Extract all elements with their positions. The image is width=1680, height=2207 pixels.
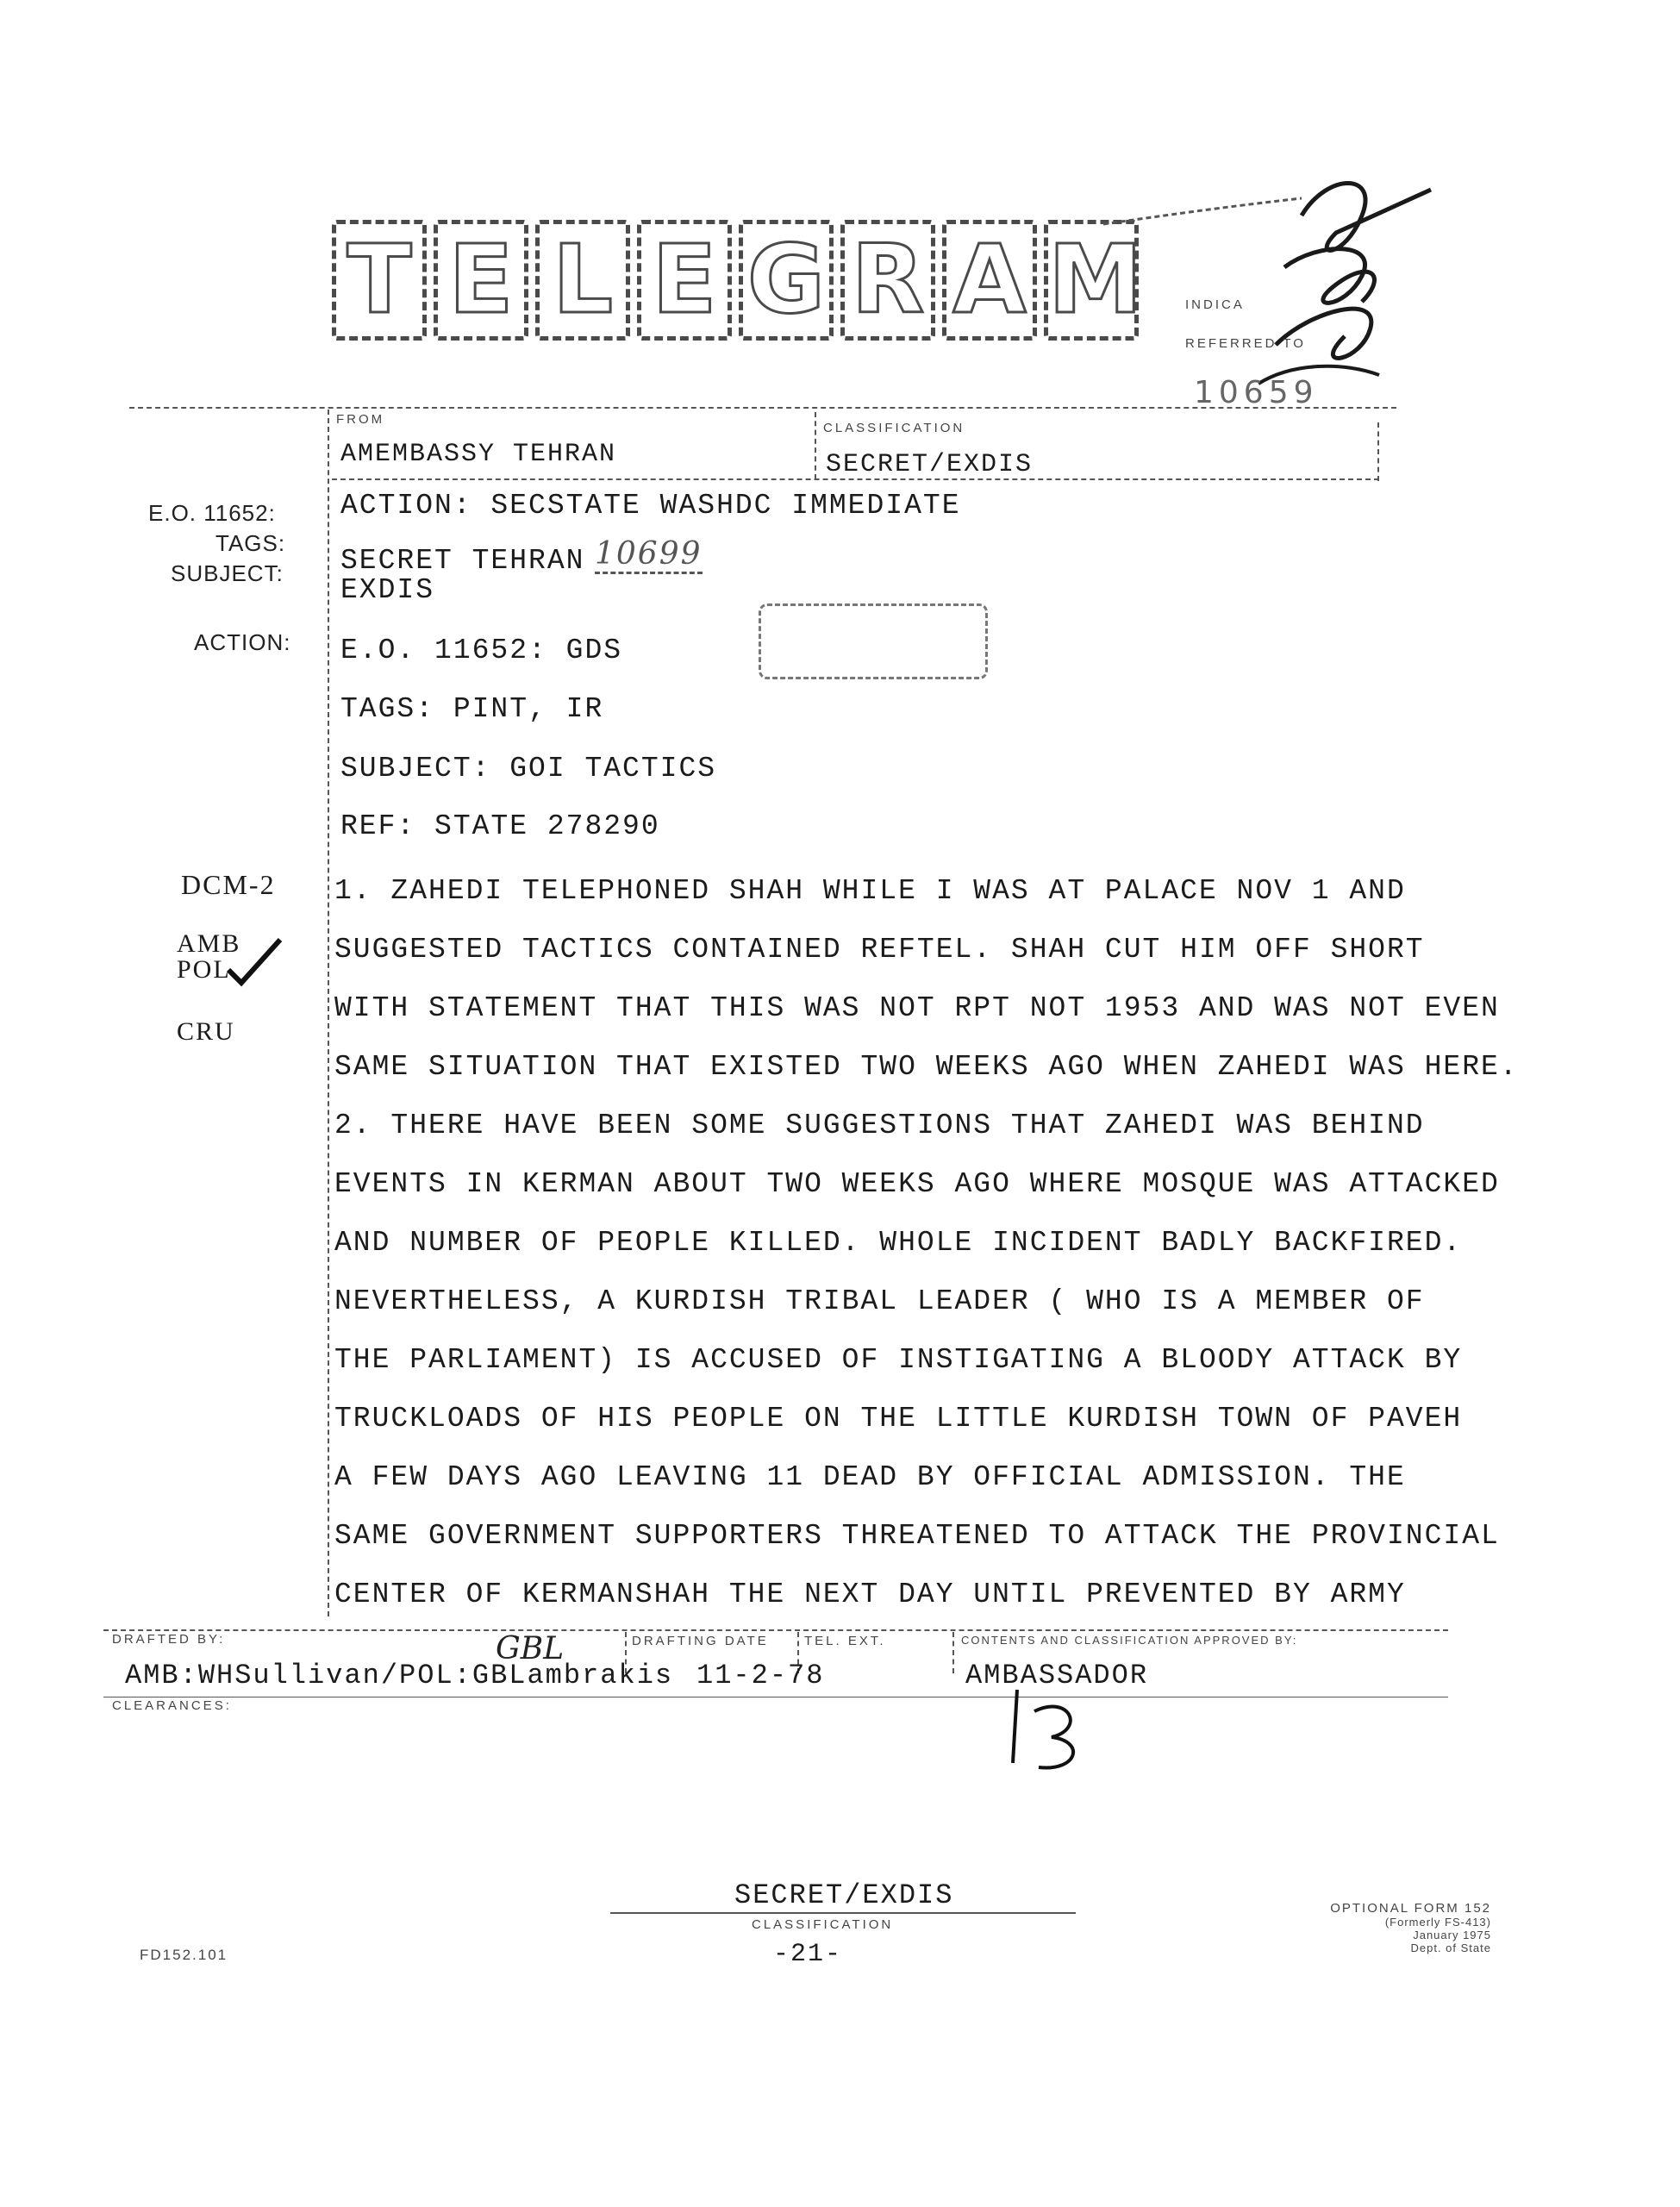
drafter-initials: GBL — [496, 1631, 565, 1666]
illegible-stamp — [759, 603, 988, 679]
body-line: SAME SITUATION THAT EXISTED TWO WEEKS AGO WHEN ZAHEDI WAS HERE. — [334, 1051, 1519, 1083]
routing-checkmark — [224, 935, 284, 987]
drafted-by-value: AMB:WHSullivan/POL:GBLambrakis — [125, 1660, 674, 1691]
body-line: THE PARLIAMENT) IS ACCUSED OF INSTIGATING A BLOODY ATTACK BY — [334, 1344, 1463, 1376]
action-line: ACTION: SECSTATE WASHDC IMMEDIATE — [340, 490, 961, 522]
label-tags: TAGS: — [215, 530, 286, 556]
stamp-number: 10659 — [1194, 375, 1319, 410]
handwritten-scribble-top — [1086, 164, 1448, 405]
optional-form-line: Dept. of State — [1410, 1941, 1491, 1954]
left-rule — [328, 410, 329, 1616]
telegram-title-letters — [332, 220, 1143, 341]
body-line: SUGGESTED TACTICS CONTAINED REFTEL. SHAH CUT HIM OFF SHORT — [334, 934, 1425, 966]
body-line: CENTER OF KERMANSHAH THE NEXT DAY UNTIL PREVENTED BY ARMY — [334, 1579, 1406, 1610]
form-number: FD152.101 — [140, 1947, 228, 1963]
tags-line: TAGS: PINT, IR — [340, 693, 604, 725]
body-line: SAME GOVERNMENT SUPPORTERS THREATENED TO ATTACK THE PROVINCIAL — [334, 1520, 1500, 1552]
from-value: AMEMBASSY TEHRAN — [340, 440, 617, 469]
secret-number: 10699 — [595, 536, 703, 574]
routing-cru: CRU — [177, 1017, 235, 1046]
bottom-classification-label: CLASSIFICATION — [752, 1917, 894, 1932]
optional-form-line: January 1975 — [1413, 1929, 1491, 1941]
optional-form-line: (Formerly FS-413) — [1384, 1916, 1491, 1929]
optional-form-block — [1250, 1901, 1491, 1954]
body-line: WITH STATEMENT THAT THIS WAS NOT RPT NOT 1953 AND WAS NOT EVEN — [334, 992, 1500, 1024]
telegram-title-letter: E — [434, 220, 528, 341]
routing-dcm: DCM-2 — [181, 869, 276, 900]
eo-line: E.O. 11652: GDS — [340, 635, 623, 666]
top-rule — [129, 407, 1396, 409]
exdis-line: EXDIS — [340, 574, 435, 606]
bottom-classification: SECRET/EXDIS — [734, 1879, 954, 1911]
approved-value: AMBASSADOR — [965, 1660, 1149, 1691]
telegram-title — [332, 220, 1143, 349]
stamp-label-indica: INDICA — [1185, 297, 1245, 312]
body-line: 2. THERE HAVE BEEN SOME SUGGESTIONS THAT ZAHEDI WAS BEHIND — [334, 1110, 1425, 1141]
message-body — [334, 875, 1519, 1637]
body-line: EVENTS IN KERMAN ABOUT TWO WEEKS AGO WHERE MOSQUE WAS ATTACKED — [334, 1168, 1500, 1200]
telegram-title-letter: M — [1044, 220, 1139, 341]
routing-pol: POL — [177, 955, 231, 984]
secret-prefix: SECRET TEHRAN — [340, 545, 585, 577]
body-line: NEVERTHELESS, A KURDISH TRIBAL LEADER ( WHO IS A MEMBER OF — [334, 1285, 1425, 1317]
telegram-title-letter: E — [637, 220, 732, 341]
body-line: AND NUMBER OF PEOPLE KILLED. WHOLE INCIDENT BADLY BACKFIRED. — [334, 1227, 1463, 1259]
footer-approved-divider — [952, 1632, 954, 1673]
drafting-date-value: 11-2-78 — [696, 1660, 825, 1691]
telegram-title-letter: G — [739, 220, 834, 341]
right-box-rule — [1377, 422, 1379, 481]
approved-label: CONTENTS AND CLASSIFICATION APPROVED BY: — [961, 1634, 1298, 1647]
page-number: -21- — [773, 1940, 843, 1969]
drafting-date-label: DRAFTING DATE — [632, 1634, 769, 1648]
label-subject: SUBJECT: — [171, 560, 284, 586]
telegram-title-letter: L — [535, 220, 630, 341]
telegram-title-letter: R — [840, 220, 935, 341]
classification-label: CLASSIFICATION — [823, 421, 965, 435]
body-line: A FEW DAYS AGO LEAVING 11 DEAD BY OFFICIAL ADMISSION. THE — [334, 1461, 1406, 1493]
clearances-label: CLEARANCES: — [112, 1698, 232, 1713]
classification-value: SECRET/EXDIS — [826, 450, 1034, 479]
telegram-title-letter: T — [332, 220, 427, 341]
ambassador-signature — [991, 1685, 1095, 1780]
from-label: FROM — [336, 412, 385, 427]
routing-amb: AMB — [177, 929, 241, 958]
label-action: ACTION: — [194, 629, 291, 655]
body-line: TRUCKLOADS OF HIS PEOPLE ON THE LITTLE KURDISH TOWN OF PAVEH — [334, 1403, 1463, 1435]
footer-top-rule — [103, 1629, 1448, 1631]
telegram-title-letter: A — [942, 220, 1037, 341]
body-line: 1. ZAHEDI TELEPHONED SHAH WHILE I WAS AT PALACE NOV 1 AND — [334, 875, 1406, 907]
tel-ext-label: TEL. EXT. — [804, 1634, 886, 1648]
label-eo: E.O. 11652: — [148, 500, 276, 526]
bottom-classification-rule — [610, 1912, 1076, 1914]
stamp-label-referred: REFERRED TO — [1185, 336, 1306, 351]
drafted-by-label: DRAFTED BY: — [112, 1632, 226, 1647]
classification-divider — [815, 412, 816, 479]
optional-form-line: OPTIONAL FORM 152 — [1330, 1901, 1491, 1916]
subject-line: SUBJECT: GOI TACTICS — [340, 753, 717, 785]
ref-line: REF: STATE 278290 — [340, 810, 660, 842]
